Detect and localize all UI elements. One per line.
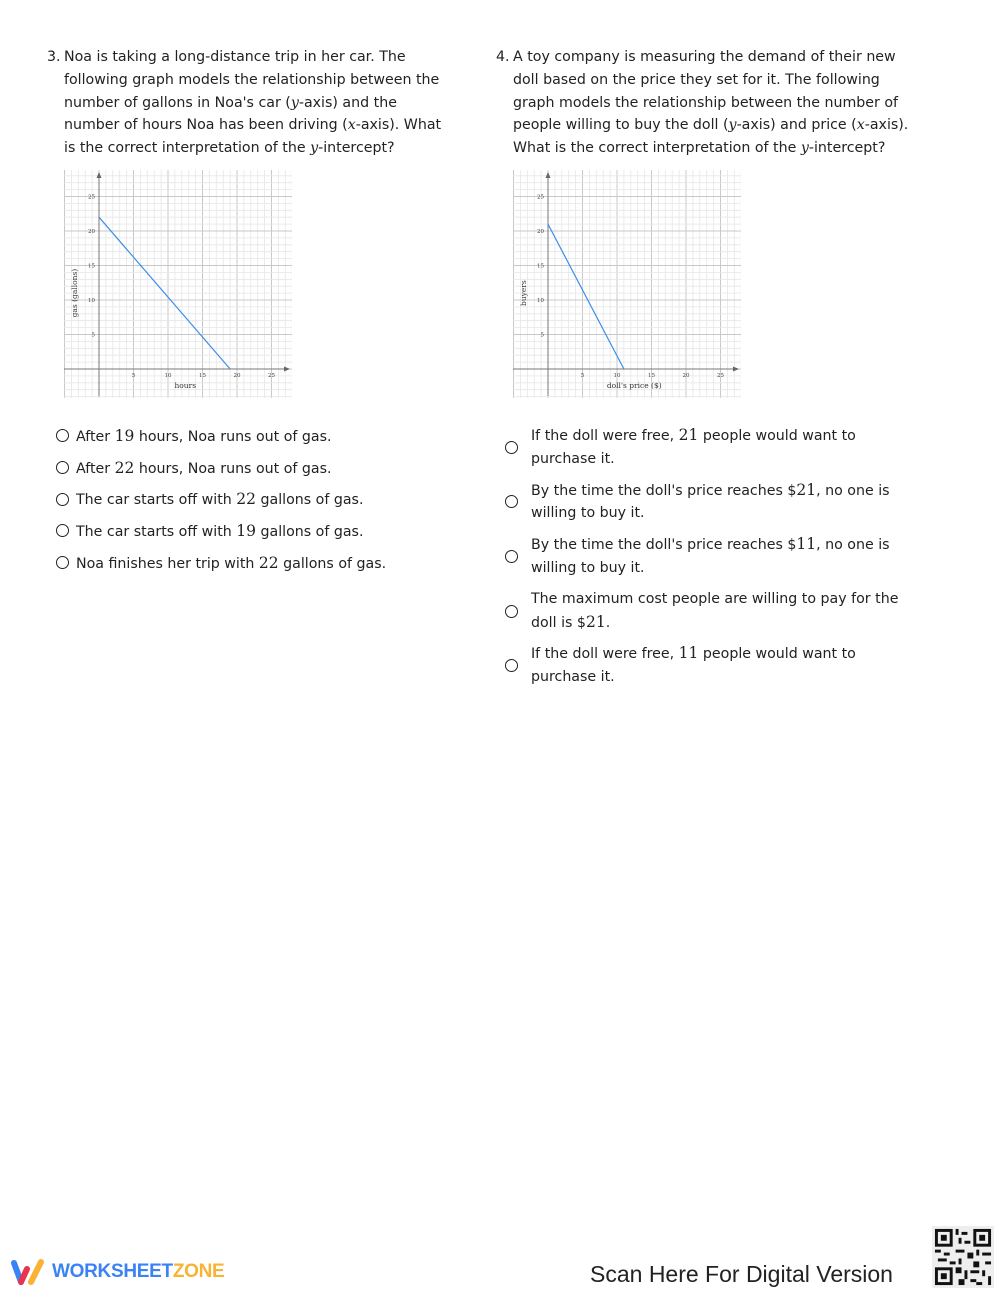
- answer-choice[interactable]: [56, 515, 386, 547]
- svg-text:20: 20: [88, 229, 95, 235]
- question-3: [47, 46, 447, 160]
- radio-button[interactable]: [505, 441, 518, 454]
- choice-label: After 22 hours, Noa runs out of gas.: [76, 458, 332, 477]
- svg-text:25: 25: [717, 373, 724, 379]
- graph-gas-vs-hours: [64, 170, 292, 398]
- answer-choice[interactable]: [505, 638, 905, 693]
- question-4: [496, 46, 916, 160]
- svg-text:25: 25: [88, 194, 95, 201]
- choice-label: The maximum cost people are willing to pay for the doll is $21.: [531, 590, 899, 631]
- svg-text:10: 10: [613, 373, 621, 379]
- svg-text:25: 25: [537, 194, 544, 201]
- choice-label: The car starts off with 19 gallons of gas.: [76, 521, 364, 540]
- graph-buyers-vs-price: [513, 170, 741, 398]
- answer-choice[interactable]: [505, 475, 905, 530]
- radio-button[interactable]: [505, 495, 518, 508]
- choice-label: If the doll were free, 21 people would want to purchase it.: [531, 426, 856, 467]
- radio-button[interactable]: [505, 659, 518, 672]
- svg-text:25: 25: [268, 373, 275, 379]
- choice-label: Noa finishes her trip with 22 gallons of gas.: [76, 553, 387, 572]
- svg-text:buyers: buyers: [519, 280, 528, 306]
- svg-text:20: 20: [233, 373, 241, 379]
- svg-text:hours: hours: [174, 381, 197, 390]
- radio-button[interactable]: [56, 493, 69, 506]
- question-number: 3.: [47, 49, 61, 65]
- answer-choice[interactable]: [505, 420, 905, 475]
- svg-text:15: 15: [199, 373, 206, 379]
- svg-text:5: 5: [131, 373, 136, 379]
- svg-text:20: 20: [682, 373, 690, 379]
- svg-text:gas (gallons): gas (gallons): [70, 268, 79, 318]
- svg-text:10: 10: [537, 298, 544, 304]
- svg-text:5: 5: [91, 332, 95, 339]
- qr-code-icon[interactable]: [932, 1226, 994, 1288]
- svg-text:20: 20: [537, 229, 544, 235]
- logo-text-zone: ZONE: [172, 1261, 225, 1282]
- choice-label: The car starts off with 22 gallons of gas.: [76, 490, 364, 509]
- answer-choice[interactable]: [56, 547, 386, 579]
- choice-label: By the time the doll's price reaches $11, no one is willing to buy it.: [531, 535, 890, 576]
- radio-button[interactable]: [505, 605, 518, 618]
- question-text: A toy company is measuring the demand of their new doll based on the price they set for it. The following graph models the relationship between the number of people willing to buy the doll (y-axis) and price (x-axis). What is the correct interpretation of the y-intercept?: [513, 49, 909, 157]
- answer-choice[interactable]: [56, 420, 386, 452]
- svg-text:doll's price ($): doll's price ($): [606, 381, 662, 390]
- svg-text:15: 15: [648, 373, 655, 379]
- svg-text:15: 15: [537, 263, 544, 270]
- svg-text:10: 10: [164, 373, 172, 379]
- svg-text:5: 5: [540, 332, 544, 339]
- radio-button[interactable]: [56, 461, 69, 474]
- choice-label: If the doll were free, 11 people would want to purchase it.: [531, 644, 856, 686]
- question-number: 4.: [496, 49, 510, 65]
- svg-text:15: 15: [88, 263, 95, 270]
- question-text: Noa is taking a long-distance trip in her car. The following graph models the relationship between the number of gallons in Noa's car (y-axis) and the number of hours Noa has been driving (x-axis). What is the correct interpretation of the y-intercept?: [64, 49, 442, 157]
- answer-choice[interactable]: [505, 584, 905, 639]
- svg-text:10: 10: [88, 298, 95, 304]
- answer-choice[interactable]: [56, 452, 386, 484]
- choice-label: After 19 hours, Noa runs out of gas.: [76, 426, 332, 445]
- answer-choice[interactable]: [56, 483, 386, 515]
- answer-choices-q4: [505, 420, 905, 693]
- svg-text:5: 5: [580, 373, 585, 379]
- radio-button[interactable]: [505, 550, 518, 563]
- radio-button[interactable]: [56, 556, 69, 569]
- logo-mark-icon: [10, 1258, 46, 1286]
- answer-choices-q3: [56, 420, 386, 578]
- choice-label: By the time the doll's price reaches $21, no one is willing to buy it.: [531, 480, 890, 522]
- answer-choice[interactable]: [505, 529, 905, 584]
- radio-button[interactable]: [56, 429, 69, 442]
- scan-caption: Scan Here For Digital Version: [590, 1261, 893, 1287]
- radio-button[interactable]: [56, 524, 69, 537]
- worksheet-zone-logo: [10, 1258, 224, 1286]
- logo-text-worksheet: WORKSHEET: [52, 1261, 173, 1282]
